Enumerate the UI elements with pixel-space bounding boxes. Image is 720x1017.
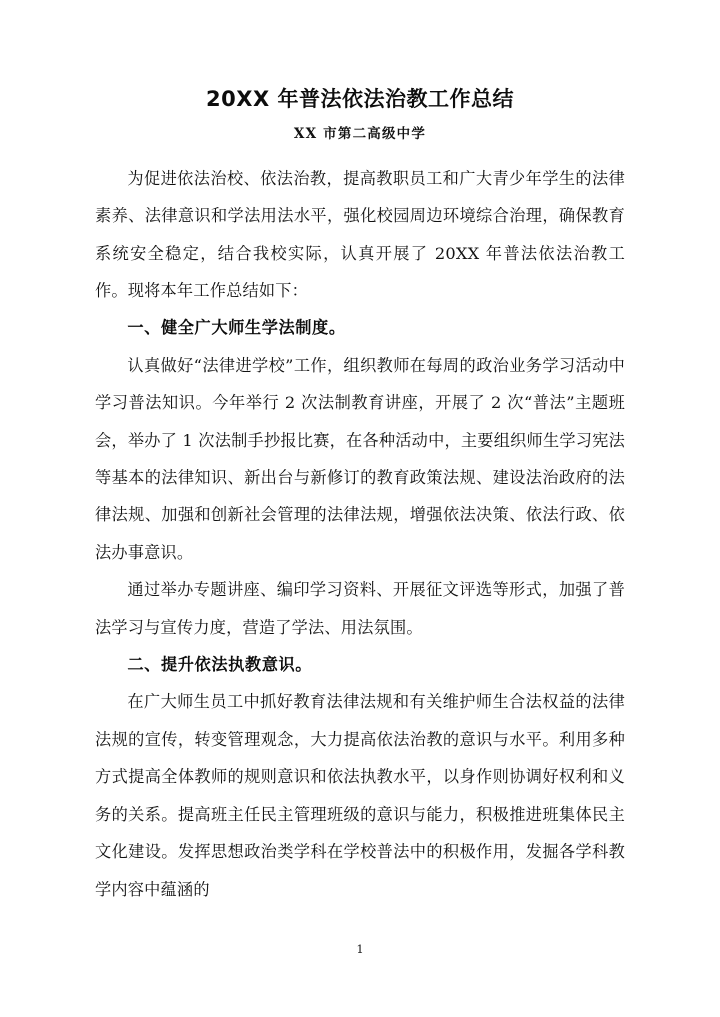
section-heading-1: 一、健全广大师生学法制度。: [127, 318, 346, 338]
document-body: [95, 144, 625, 908]
document-content-column: [95, 0, 625, 908]
paragraph-section1-body1: 认真做好“法律进学校”工作，组织教师在每周的政治业务学习活动中学习普法知识。今年举行 2 次法制教育讲座，开展了 2 次“普法”主题班会，举办了 1 次法制手抄报比赛，在各种活动中，主要组织师生学习宪法等基本的法律知识、新出台与新修订的教育政策法规、建设法治政府的法律法规、加强和创新社会管理的法律法规，增强依法决策、依法行政、依法办事意识。: [95, 355, 625, 562]
document-subtitle: XX 市第二高级中学: [293, 126, 427, 143]
page-number: 1: [356, 942, 364, 956]
paragraph-section1-body2: 通过举办专题讲座、编印学习资料、开展征文评选等形式，加强了普法学习与宣传力度，营造了学法、用法氛围。: [95, 580, 625, 637]
paragraph-section2-body1: 在广大师生员工中抓好教育法律法规和有关维护师生合法权益的法律法规的宣传，转变管理观念，大力提高依法治教的意识与水平。利用多种方式提高全体教师的规则意识和依法执教水平，以身作则协调好权利和义务的关系。提高班主任民主管理班级的意识与能力，积极推进班集体民主文化建设。发挥思想政治类学科在学校普法中的积极作用，发掘各学科教学内容中蕴涵的: [95, 692, 625, 899]
document-title: 20XX 年普法依法治教工作总结: [206, 87, 514, 111]
section-heading-2: 二、提升依法执教意识。: [127, 655, 313, 675]
paragraph-intro: 为促进依法治校、依法治教，提高教职员工和广大青少年学生的法律素养、法律意识和学法用法水平，强化校园周边环境综合治理，确保教育系统安全稳定，结合我校实际，认真开展了 20XX 年普法依法治教工作。现将本年工作总结如下：: [95, 168, 625, 301]
